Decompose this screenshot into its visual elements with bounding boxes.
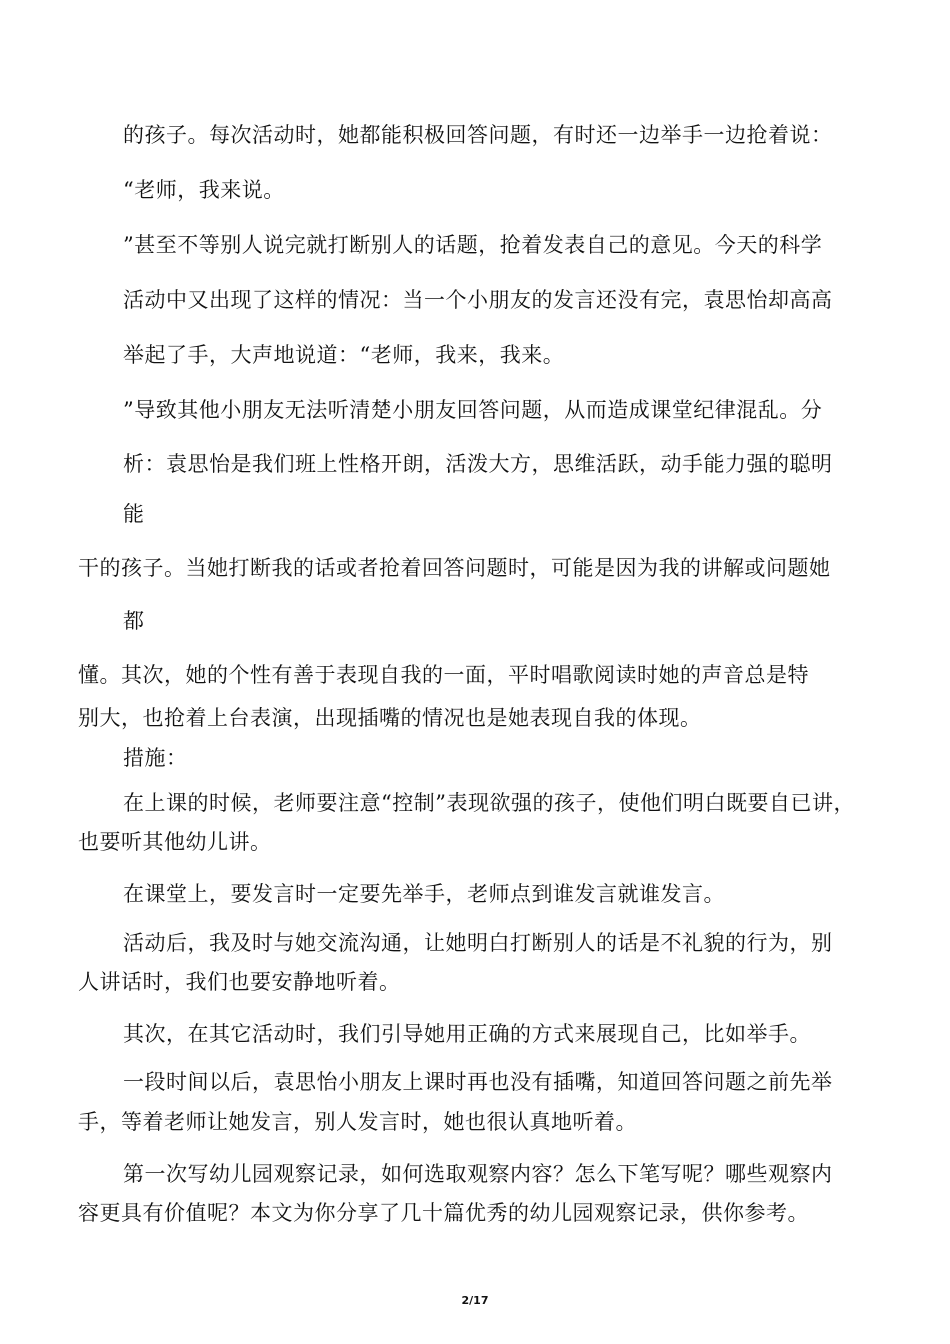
text-line-13: 措施：: [123, 746, 188, 770]
page-number: 2/17: [461, 1294, 489, 1307]
text-line-4: 活动中又出现了这样的情况：当一个小朋友的发言还没有完，袁思怡却高高: [123, 288, 833, 312]
text-line-19: 其次，在其它活动时，我们引导她用正确的方式来展现自己，比如举手。: [123, 1022, 811, 1046]
text-line-15: 也要听其他幼儿讲。: [78, 830, 272, 854]
text-line-1: 的孩子。每次活动时，她都能积极回答问题，有时还一边举手一边抢着说：: [123, 123, 833, 147]
text-line-22: 第一次写幼儿园观察记录，如何选取观察内容？怎么下笔写呢？哪些观察内: [123, 1162, 833, 1186]
text-line-17: 活动后，我及时与她交流沟通，让她明白打断别人的话是不礼貌的行为，别: [123, 931, 833, 955]
text-line-10: 都: [123, 609, 145, 633]
text-line-16: 在课堂上，要发言时一定要先举手，老师点到谁发言就谁发言。: [123, 882, 725, 906]
text-line-11: 懂。其次，她的个性有善于表现自我的一面，平时唱歌阅读时她的声音总是特: [78, 663, 809, 687]
text-line-6: ”导致其他小朋友无法听清楚小朋友回答问题，从而造成课堂纪律混乱。分: [123, 398, 823, 422]
text-line-9: 干的孩子。当她打断我的话或者抢着回答问题时，可能是因为我的讲解或问题她: [78, 556, 831, 580]
text-line-5: 举起了手，大声地说道：“老师，我来，我来。: [123, 343, 565, 367]
text-line-7: 析：袁思怡是我们班上性格开朗，活泼大方，思维活跃，动手能力强的聪明: [123, 452, 833, 476]
text-line-3: ”甚至不等别人说完就打断别人的话题，抢着发表自己的意见。今天的科学: [123, 233, 823, 257]
text-line-21: 手，等着老师让她发言，别人发言时，她也很认真地听着。: [78, 1110, 637, 1134]
text-line-14: 在上课的时候，老师要注意“控制”表现欲强的孩子，使他们明白既要自已讲，: [123, 791, 855, 815]
text-line-2: “老师，我来说。: [123, 178, 285, 202]
text-line-23: 容更具有价值呢？本文为你分享了几十篇优秀的幼儿园观察记录，供你参考。: [78, 1201, 809, 1225]
text-line-12: 别大，也抢着上台表演，出现插嘴的情况也是她表现自我的体现。: [78, 706, 702, 730]
text-line-8: 能: [123, 502, 145, 526]
text-line-18: 人讲话时，我们也要安静地听着。: [78, 970, 401, 994]
text-line-20: 一段时间以后，袁思怡小朋友上课时再也没有插嘴，知道回答问题之前先举: [123, 1070, 833, 1094]
